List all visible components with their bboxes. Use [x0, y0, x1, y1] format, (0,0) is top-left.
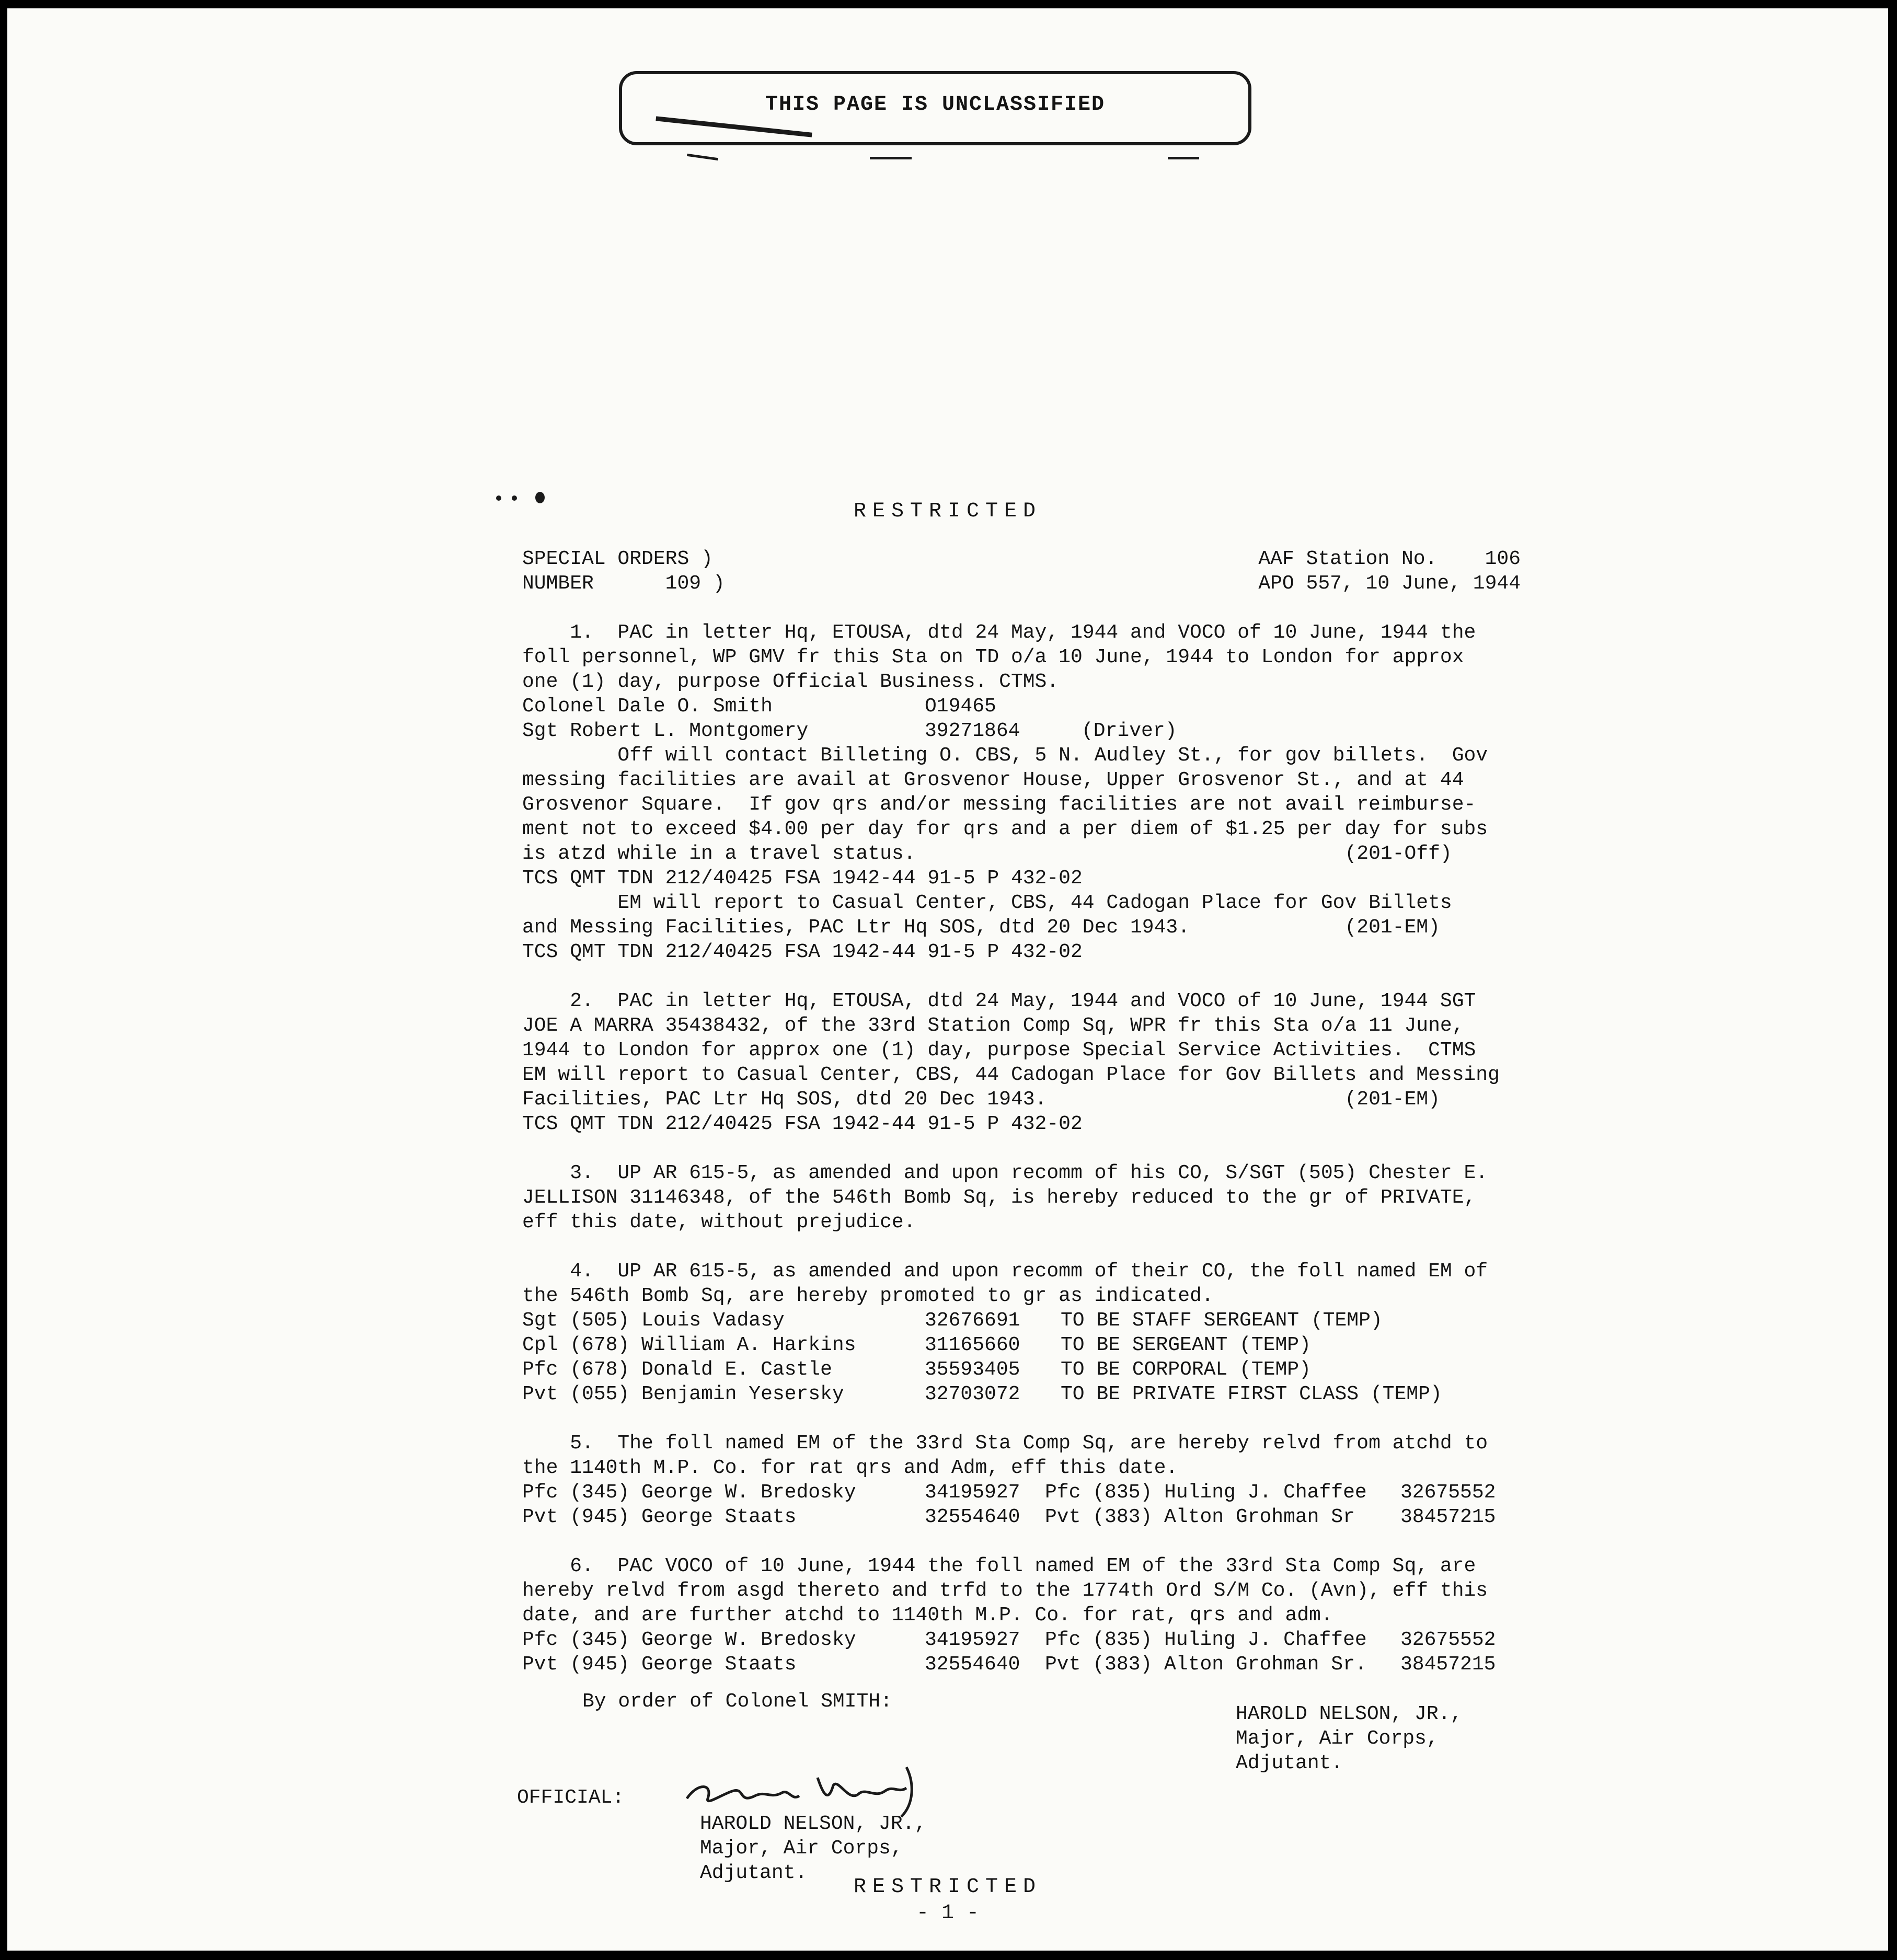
para2-line: EM will report to Casual Center, CBS, 44 Cadogan Place for Gov Billets and Messing: [522, 1064, 1500, 1086]
special-orders-body: [522, 547, 1521, 1677]
para1-line: is atzd while in a travel status. (201-Off): [522, 843, 1452, 865]
official-name: HAROLD NELSON, JR.,: [700, 1813, 927, 1835]
classification-bottom: RESTRICTED: [853, 1875, 1042, 1899]
official-names: [700, 1812, 926, 1885]
para5-line: the 1140th M.P. Co. for rat qrs and Adm, eff this date.: [522, 1457, 1178, 1479]
para3-line: eff this date, without prejudice.: [522, 1211, 916, 1233]
header-row-2: [522, 571, 1521, 596]
person-name: Pvt (383) Alton Grohman Sr: [1045, 1506, 1355, 1528]
para1-line: TCS QMT TDN 212/40425 FSA 1942-44 91-5 P 432-02: [522, 867, 1083, 890]
para3-line: JELLISON 31146348, of the 546th Bomb Sq, is hereby reduced to the gr of PRIVATE,: [522, 1186, 1476, 1209]
promotion-grade: TO BE STAFF SERGEANT (TEMP): [1061, 1309, 1383, 1332]
para1-line: one (1) day, purpose Official Business. CTMS.: [522, 671, 1059, 693]
para1-line: messing facilities are avail at Grosvenor House, Upper Grosvenor St., and at 44: [522, 769, 1464, 791]
person-serial: 38457215: [1400, 1506, 1496, 1528]
adjutant-block: [1236, 1702, 1462, 1775]
table-row: [522, 1652, 1521, 1677]
para6-line: date, and are further atchd to 1140th M.P. Co. for rat, qrs and adm.: [522, 1604, 1333, 1627]
stamp-text: THIS PAGE IS UNCLASSIFIED: [765, 93, 1106, 117]
person-name: Pvt (945) George Staats: [522, 1506, 797, 1528]
promotions-table: [522, 1308, 1521, 1406]
person-name: Pvt (945) George Staats: [522, 1653, 797, 1676]
person-name: Pvt (383) Alton Grohman Sr.: [1045, 1653, 1367, 1676]
para1-personnel-table: [522, 694, 1521, 743]
promotion-name: Cpl (678) William A. Harkins: [522, 1334, 856, 1356]
promotion-serial: 31165660: [925, 1334, 1020, 1356]
table-row: [522, 1505, 1521, 1529]
table-row: [522, 1628, 1521, 1652]
para2-line: Facilities, PAC Ltr Hq SOS, dtd 20 Dec 1943. (201-EM): [522, 1088, 1440, 1111]
table-row: [522, 719, 1521, 743]
para5-table: [522, 1480, 1521, 1529]
person-serial: O19465: [925, 695, 996, 718]
person-serial: 32675552: [1400, 1481, 1496, 1504]
promotion-grade: TO BE CORPORAL (TEMP): [1061, 1358, 1311, 1381]
person-serial: 32554640: [925, 1653, 1020, 1676]
orders-number: NUMBER 109 ): [522, 572, 725, 595]
by-order-line: By order of Colonel SMITH:: [582, 1690, 892, 1713]
tick-mark: [1168, 157, 1199, 159]
page-number: - 1 -: [916, 1901, 980, 1925]
para1-line: Grosvenor Square. If gov qrs and/or messing facilities are not avail reimburse-: [522, 793, 1476, 816]
table-row: [522, 1357, 1521, 1382]
table-row: [522, 1480, 1521, 1505]
promotion-grade: TO BE PRIVATE FIRST CLASS (TEMP): [1061, 1383, 1442, 1405]
person-serial: 32554640: [925, 1506, 1020, 1528]
person-note: (Driver): [1082, 720, 1177, 742]
apo-date: APO 557, 10 June, 1944: [1258, 572, 1521, 595]
para2-line: JOE A MARRA 35438432, of the 33rd Station Comp Sq, WPR fr this Sta o/a 11 June,: [522, 1014, 1464, 1037]
person-name: Pfc (835) Huling J. Chaffee: [1045, 1481, 1367, 1504]
para2-line: 2. PAC in letter Hq, ETOUSA, dtd 24 May, 1944 and VOCO of 10 June, 1944 SGT: [522, 990, 1476, 1012]
para3-line: 3. UP AR 615-5, as amended and upon recomm of his CO, S/SGT (505) Chester E.: [522, 1162, 1488, 1184]
person-note: [1082, 694, 1521, 719]
para5-line: 5. The foll named EM of the 33rd Sta Comp Sq, are hereby relvd from atchd to: [522, 1432, 1488, 1455]
para6-line: hereby relvd from asgd thereto and trfd to the 1774th Ord S/M Co. (Avn), eff this: [522, 1579, 1488, 1602]
official-title: Adjutant.: [700, 1862, 808, 1884]
para2-line: TCS QMT TDN 212/40425 FSA 1942-44 91-5 P 432-02: [522, 1113, 1083, 1135]
person-name: Colonel Dale O. Smith: [522, 695, 773, 718]
person-name: Pfc (345) George W. Bredosky: [522, 1629, 856, 1651]
document-page: [7, 8, 1888, 1951]
para2-line: 1944 to London for approx one (1) day, purpose Special Service Activities. CTMS: [522, 1039, 1476, 1062]
para6-table: [522, 1628, 1521, 1677]
promotion-serial: 35593405: [925, 1358, 1020, 1381]
table-row: [522, 1308, 1521, 1333]
tick-mark: [687, 154, 718, 160]
promotion-name: Pvt (055) Benjamin Yesersky: [522, 1383, 844, 1405]
person-serial: 34195927: [925, 1481, 1020, 1504]
para1-line: foll personnel, WP GMV fr this Sta on TD o/a 10 June, 1944 to London for approx: [522, 646, 1464, 668]
para1-line: and Messing Facilities, PAC Ltr Hq SOS, dtd 20 Dec 1943. (201-EM): [522, 916, 1440, 939]
classification-top: RESTRICTED: [853, 500, 1042, 523]
promotion-serial: 32676691: [925, 1309, 1020, 1332]
para6-line: 6. PAC VOCO of 10 June, 1944 the foll named EM of the 33rd Sta Comp Sq, are: [522, 1555, 1476, 1577]
promotion-grade: TO BE SERGEANT (TEMP): [1061, 1334, 1311, 1356]
official-label: OFFICIAL:: [517, 1786, 625, 1809]
person-serial: 32675552: [1400, 1629, 1496, 1651]
adjutant-title: Adjutant.: [1236, 1752, 1343, 1774]
person-name: Pfc (835) Huling J. Chaffee: [1045, 1629, 1367, 1651]
table-row: [522, 694, 1521, 719]
para1-line: Off will contact Billeting O. CBS, 5 N. Audley St., for gov billets. Gov: [522, 744, 1488, 767]
promotion-name: Sgt (505) Louis Vadasy: [522, 1309, 785, 1332]
header-row-1: [522, 547, 1521, 571]
para1-line: TCS QMT TDN 212/40425 FSA 1942-44 91-5 P 432-02: [522, 941, 1083, 963]
para4-line: 4. UP AR 615-5, as amended and upon recomm of their CO, the foll named EM of: [522, 1260, 1488, 1283]
table-row: [522, 1333, 1521, 1357]
para1-line: ment not to exceed $4.00 per day for qrs and a per diem of $1.25 per day for subs: [522, 818, 1488, 840]
handwritten-signature: [676, 1762, 917, 1819]
tick-mark: [870, 157, 912, 159]
promotion-serial: 32703072: [925, 1383, 1020, 1405]
para1-line: EM will report to Casual Center, CBS, 44 Cadogan Place for Gov Billets: [522, 892, 1452, 914]
official-rank: Major, Air Corps,: [700, 1837, 903, 1860]
promotion-name: Pfc (678) Donald E. Castle: [522, 1358, 832, 1381]
para4-line: the 546th Bomb Sq, are hereby promoted to gr as indicated.: [522, 1285, 1214, 1307]
person-name: Pfc (345) George W. Bredosky: [522, 1481, 856, 1504]
adjutant-name: HAROLD NELSON, JR.,: [1236, 1703, 1463, 1725]
orders-title: SPECIAL ORDERS ): [522, 548, 713, 570]
adjutant-rank: Major, Air Corps,: [1236, 1727, 1439, 1750]
person-serial: 34195927: [925, 1629, 1020, 1651]
station-number: AAF Station No. 106: [1258, 548, 1521, 570]
unclassified-stamp: [619, 71, 1251, 145]
person-serial: 39271864: [925, 720, 1020, 742]
official-block: [517, 1765, 927, 1884]
para1-line: 1. PAC in letter Hq, ETOUSA, dtd 24 May, 1944 and VOCO of 10 June, 1944 the: [522, 621, 1476, 644]
person-serial: 38457215: [1400, 1653, 1496, 1676]
person-name: Sgt Robert L. Montgomery: [522, 720, 809, 742]
table-row: [522, 1382, 1521, 1406]
